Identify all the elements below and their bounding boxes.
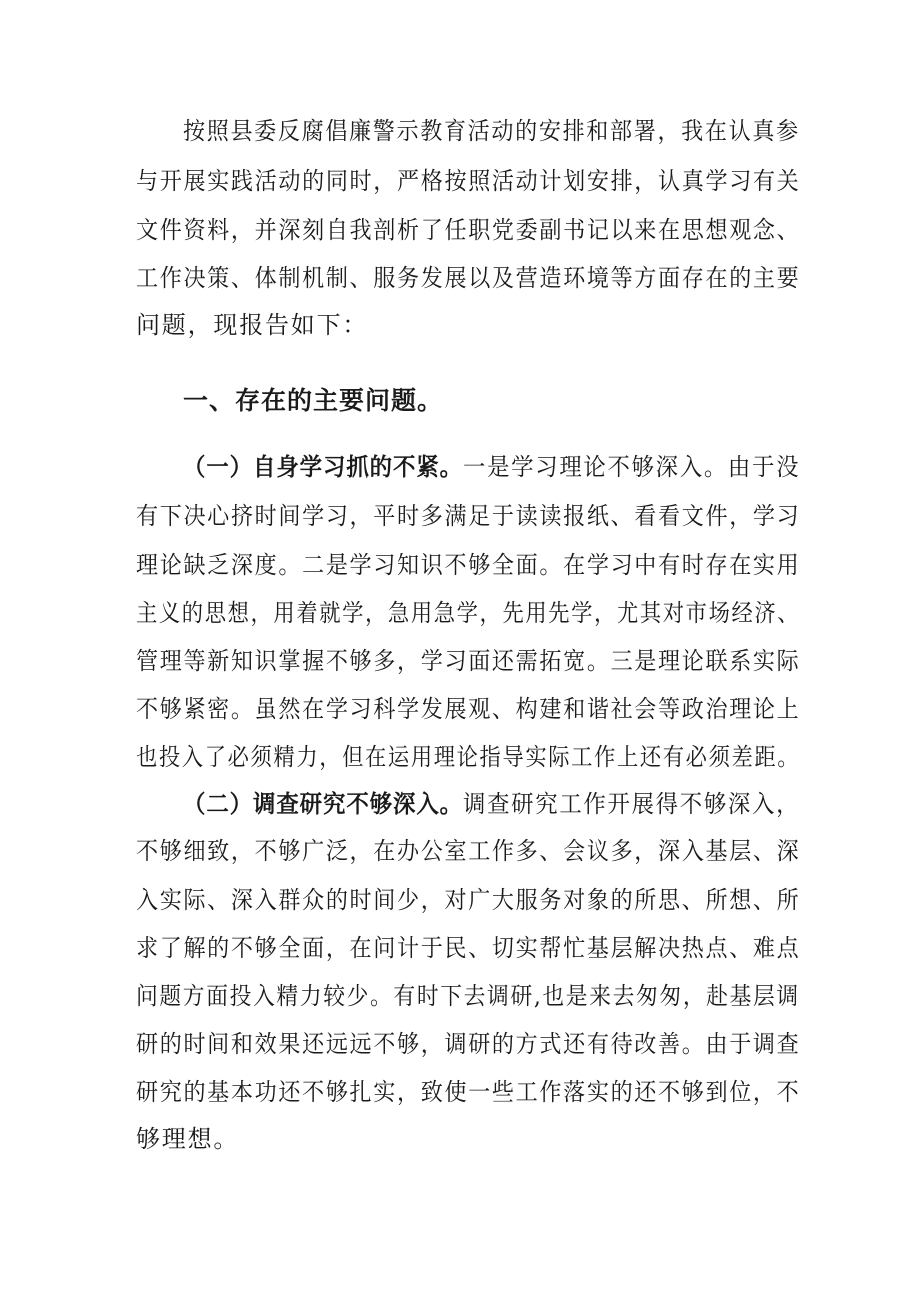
intro-line-1: 按照县委反腐倡廉警示教育活动的安排和部署，我在认真参 <box>183 117 800 145</box>
item-2-first-line <box>183 784 800 824</box>
item-2-line-5: 问题方面投入精力较少。有时下去调研,也是来去匆匆，赴基层调 <box>136 982 800 1010</box>
intro-line-3: 文件资料，并深刻自我剖析了任职党委副书记以来在思想观念、 <box>136 216 801 244</box>
item-1-line-5: 管理等新知识掌握不够多，学习面还需拓宽。三是理论联系实际 <box>136 647 801 675</box>
item-2-line-3: 入实际、深入群众的时间少，对广大服务对象的所思、所想、所 <box>136 886 801 914</box>
item-1-title: （一）自身学习抓的不紧。 <box>183 453 464 481</box>
item-2-line-8: 够理想。 <box>136 1125 240 1153</box>
item-2-title: （二）调查研究不够深入。 <box>183 790 464 818</box>
item-1-line-7: 也投入了必须精力，但在运用理论指导实际工作上还有必须差距。 <box>136 743 801 771</box>
item-1-line-4: 主义的思想，用着就学，急用急学，先用先学，尤其对市场经济、 <box>136 599 801 627</box>
item-1-first-line <box>183 447 800 487</box>
item-2-first-line-rest: 调查研究工作开展得不够深入， <box>463 790 801 818</box>
intro-line-2: 与开展实践活动的同时，严格按照活动计划安排，认真学习有关 <box>136 167 801 195</box>
intro-line-4: 工作决策、体制机制、服务发展以及营造环境等方面存在的主要 <box>136 264 801 292</box>
item-2-line-6: 研的时间和效果还远远不够，调研的方式还有待改善。由于调查 <box>136 1030 801 1058</box>
item-2-line-2: 不够细致，不够广泛，在办公室工作多、会议多，深入基层、深 <box>136 837 801 865</box>
section-heading: 一、存在的主要问题。 <box>183 386 444 415</box>
item-1-line-6: 不够紧密。虽然在学习科学发展观、构建和谐社会等政治理论上 <box>136 695 801 723</box>
item-2-line-4: 求了解的不够全面，在问计于民、切实帮忙基层解决热点、难点 <box>136 934 801 962</box>
item-1-line-3: 理论缺乏深度。二是学习知识不够全面。在学习中有时存在实用 <box>136 551 801 579</box>
item-1-first-line-rest: 一是学习理论不够深入。由于没 <box>463 453 801 481</box>
intro-line-5: 问题，现报告如下： <box>136 311 369 339</box>
item-2-line-7: 研究的基本功还不够扎实，致使一些工作落实的还不够到位，不 <box>136 1078 801 1106</box>
item-1-line-2: 有下决心挤时间学习，平时多满足于读读报纸、看看文件，学习 <box>136 502 801 530</box>
